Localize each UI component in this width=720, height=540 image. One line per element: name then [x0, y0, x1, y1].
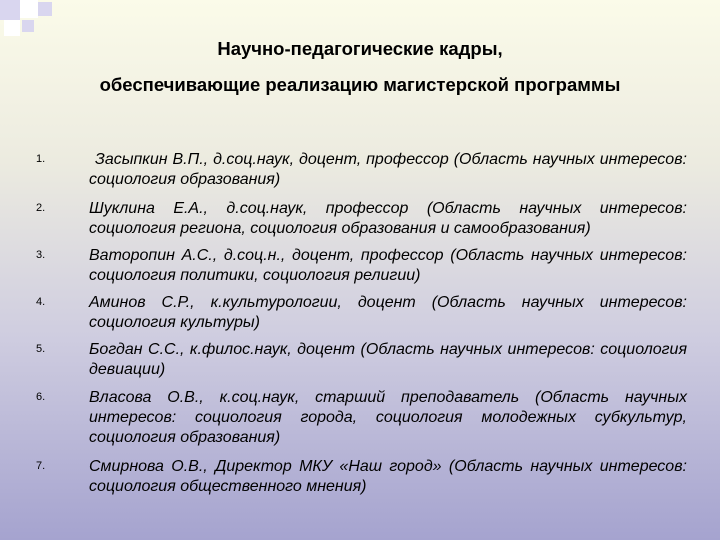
list-item-text: Шуклина Е.А., д.соц.наук, профессор (Область научных интересов: социология региона, социология образования и самообразования)	[89, 200, 687, 237]
list-item-number: 7.	[36, 460, 46, 472]
list-item-text: Засыпкин В.П., д.соц.наук, доцент, профессор (Область научных интересов: социология образования)	[89, 151, 687, 188]
list-item-text: Богдан С.С., к.филос.наук, доцент (Область научных интересов: социология девиации)	[89, 341, 687, 378]
list-item-text: Ваторопин А.С., д.соц.н., доцент, профессор (Область научных интересов: социология политики, социология религии)	[89, 247, 687, 284]
list-item-number: 5.	[36, 343, 46, 355]
list-item-number: 1.	[36, 153, 46, 165]
list-item-text: Власова О.В., к.соц.наук, старший преподаватель (Область научных интересов: социология города, социология молодежных субкультур, социология образования)	[89, 389, 687, 446]
list-item-text: Аминов С.Р., к.культурологии, доцент (Область научных интересов: социология культуры)	[89, 294, 687, 331]
list-item-number: 4.	[36, 296, 46, 308]
slide-title-line-2: обеспечивающие реализацию магистерской программы	[99, 74, 621, 95]
list-item-number: 3.	[36, 249, 46, 261]
corner-decoration	[0, 0, 60, 40]
list-item-number: 6.	[36, 391, 46, 403]
slide-title-line-1: Научно-педагогические кадры,	[217, 38, 503, 59]
list-item-text: Смирнова О.В., Директор МКУ «Наш город» (Область научных интересов: социология общественного мнения)	[89, 458, 687, 495]
list-item-number: 2.	[36, 202, 46, 214]
